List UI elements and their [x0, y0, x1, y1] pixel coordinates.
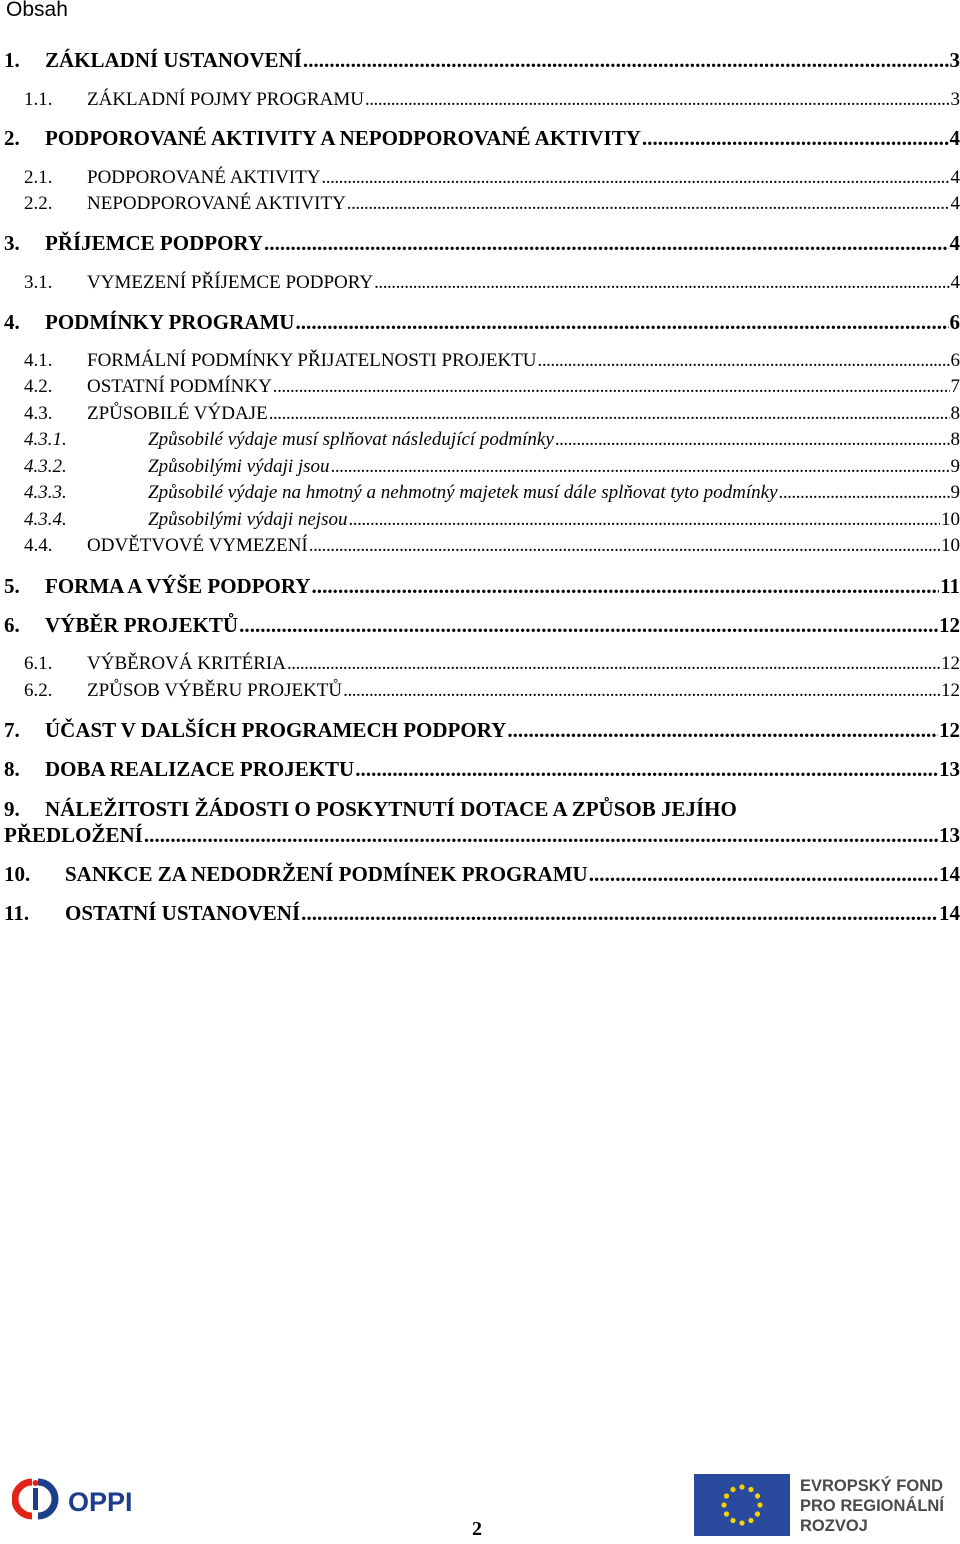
toc-entry-page: 13	[939, 823, 960, 847]
dot-leader	[348, 509, 940, 531]
toc-entry-title: VYMEZENÍ PŘÍJEMCE PODPORY	[87, 272, 374, 293]
toc-entry-number: 6.2.	[24, 680, 53, 701]
page-number: 2	[472, 1518, 482, 1540]
toc-entry-number: 6.1.	[24, 653, 53, 674]
toc-entry-page: 10	[941, 509, 960, 530]
toc-entry[interactable]	[0, 403, 960, 425]
toc-entry[interactable]	[0, 89, 960, 111]
toc-entry-page: 4	[949, 231, 960, 255]
eu-logo-line-1: EVROPSKÝ FOND	[800, 1477, 944, 1495]
eu-fund-logo	[694, 1474, 956, 1536]
toc-entry-page: 9	[950, 482, 960, 503]
toc-entry-page: 11	[940, 574, 960, 598]
toc-entry-number: 4.1.	[24, 350, 53, 371]
toc-entry-title: FORMÁLNÍ PODMÍNKY PŘIJATELNOSTI PROJEKTU	[87, 350, 537, 371]
toc-entry-page: 12	[939, 613, 960, 637]
toc-entry-number: 2.1.	[24, 167, 53, 188]
dot-leader	[507, 718, 938, 743]
dot-leader	[269, 403, 950, 425]
toc-entry[interactable]	[0, 350, 960, 372]
toc-entry-title: PODPOROVANÉ AKTIVITY A NEPODPOROVANÉ AKTIVITY	[45, 126, 641, 150]
toc-entry-page: 8	[950, 429, 960, 450]
toc-entry[interactable]	[0, 613, 960, 638]
toc-entry-page: 3	[949, 48, 960, 72]
dot-leader	[347, 193, 950, 215]
toc-entry-title: Způsobilé výdaje musí splňovat následující podmínky	[148, 429, 554, 450]
toc-entry-number: 2.	[4, 126, 20, 150]
toc-entry[interactable]	[0, 653, 960, 675]
toc-entry-page: 4	[949, 126, 960, 150]
toc-entry-number: 4.3.1.	[24, 429, 67, 450]
toc-entry-page: 14	[939, 901, 960, 925]
dot-leader	[374, 272, 949, 294]
toc-entry[interactable]	[0, 718, 960, 743]
toc-entry-page: 4	[950, 272, 960, 293]
toc-entry-title: Způsobilé výdaje na hmotný a nehmotný majetek musí dále splňovat tyto podmínky	[148, 482, 778, 503]
toc-entry-page: 4	[950, 167, 960, 188]
toc-entry-number: 3.1.	[24, 272, 53, 293]
toc-entry-title: PODPOROVANÉ AKTIVITY	[87, 167, 321, 188]
toc-entry[interactable]	[0, 376, 960, 398]
toc-entry[interactable]	[0, 167, 960, 189]
toc-entry-title: Způsobilými výdaji jsou	[148, 456, 330, 477]
dot-leader	[311, 574, 939, 599]
toc-entry-page: 7	[950, 376, 960, 397]
oppi-logo	[12, 1478, 162, 1520]
toc-entry-number: 11.	[4, 901, 30, 925]
toc-entry[interactable]	[0, 456, 960, 478]
toc-entry-page: 12	[939, 718, 960, 742]
toc-entry-page: 3	[950, 89, 960, 110]
toc-entry[interactable]	[0, 310, 960, 335]
toc-entry-title: NÁLEŽITOSTI ŽÁDOSTI O POSKYTNUTÍ DOTACE A ZPŮSOB JEJÍHO	[45, 797, 737, 821]
toc-entry-number: 3.	[4, 231, 20, 255]
toc-entry-continuation[interactable]	[0, 823, 960, 848]
toc-entry-number: 6.	[4, 613, 20, 637]
toc-entry[interactable]	[0, 862, 960, 887]
toc-entry-number: 1.	[4, 48, 20, 72]
dot-leader	[555, 429, 950, 451]
eu-logo-line-3: ROZVOJ	[800, 1517, 868, 1535]
toc-entry[interactable]	[0, 535, 960, 557]
dot-leader	[303, 48, 949, 73]
toc-entry-title: VÝBĚR PROJEKTŮ	[45, 613, 239, 637]
toc-entry-title: NEPODPOROVANÉ AKTIVITY	[87, 193, 346, 214]
toc-entry-title: ZPŮSOBILÉ VÝDAJE	[87, 403, 268, 424]
dot-leader	[642, 126, 949, 151]
toc-entry[interactable]	[0, 509, 960, 531]
toc-entry-number: 9.	[4, 797, 20, 821]
toc-entry-title: OSTATNÍ PODMÍNKY	[87, 376, 272, 397]
dot-leader	[779, 482, 950, 504]
toc-entry-title: Způsobilými výdaji nejsou	[148, 509, 348, 530]
toc-entry-page: 12	[941, 653, 960, 674]
toc-entry[interactable]	[0, 482, 960, 504]
oppi-logo-text: OPPI	[68, 1487, 133, 1517]
toc-entry-first-line[interactable]	[0, 797, 960, 822]
toc-entry-number: 4.3.3.	[24, 482, 67, 503]
toc-entry-page: 12	[941, 680, 960, 701]
dot-leader	[343, 680, 940, 702]
toc-entry[interactable]	[0, 901, 960, 926]
dot-leader	[321, 167, 949, 189]
toc-entry-title: ODVĚTVOVÉ VYMEZENÍ	[87, 535, 308, 556]
oppi-logo-mark	[12, 1478, 162, 1520]
toc-entry-title: VÝBĚROVÁ KRITÉRIA	[87, 653, 286, 674]
toc-entry-number: 4.4.	[24, 535, 53, 556]
toc-entry-title: PŘÍJEMCE PODPORY	[45, 231, 263, 255]
toc-entry[interactable]	[0, 272, 960, 294]
toc-entry-number: 7.	[4, 718, 20, 742]
toc-entry[interactable]	[0, 680, 960, 702]
dot-leader	[355, 757, 938, 782]
toc-entry-number: 2.2.	[24, 193, 53, 214]
dot-leader	[264, 231, 949, 256]
toc-entry-number: 5.	[4, 574, 20, 598]
dot-leader	[589, 862, 938, 887]
toc-entry-page: 13	[939, 757, 960, 781]
toc-entry-number: 10.	[4, 862, 31, 886]
toc-entry[interactable]	[0, 574, 960, 599]
toc-entry-page: 14	[939, 862, 960, 886]
toc-entry-number: 8.	[4, 757, 20, 781]
toc-entry-title: DOBA REALIZACE PROJEKTU	[45, 757, 355, 781]
toc-entry-number: 4.3.2.	[24, 456, 67, 477]
toc-entry[interactable]	[0, 231, 960, 256]
toc-entry-number: 1.1.	[24, 89, 53, 110]
toc-entry-title: ÚČAST V DALŠÍCH PROGRAMECH PODPORY	[45, 718, 507, 742]
toc-entry-number: 4.2.	[24, 376, 53, 397]
toc-entry[interactable]	[0, 48, 960, 73]
toc-entry-title: PODMÍNKY PROGRAMU	[45, 310, 295, 334]
toc-entry-title: FORMA A VÝŠE PODPORY	[45, 574, 311, 598]
toc-entry[interactable]	[0, 757, 960, 782]
toc-entry[interactable]	[0, 193, 960, 215]
eu-logo-line-2: PRO REGIONÁLNÍ	[800, 1497, 944, 1515]
toc-entry-title: ZÁKLADNÍ POJMY PROGRAMU	[87, 89, 364, 110]
eu-flag-icon	[694, 1474, 956, 1536]
dot-leader	[144, 823, 938, 848]
dot-leader	[287, 653, 940, 675]
toc-entry-page: 10	[941, 535, 960, 556]
toc-entry-title: OSTATNÍ USTANOVENÍ	[65, 901, 301, 925]
toc-entry-number: 4.	[4, 310, 20, 334]
toc-entry-page: 6	[949, 310, 960, 334]
dot-leader	[331, 456, 950, 478]
toc-entry-number: 4.3.4.	[24, 509, 67, 530]
dot-leader	[538, 350, 950, 372]
toc-entry-title: SANKCE ZA NEDODRŽENÍ PODMÍNEK PROGRAMU	[65, 862, 588, 886]
toc-entry-title-continuation: PŘEDLOŽENÍ	[4, 823, 143, 847]
toc-heading: Obsah	[6, 0, 68, 21]
dot-leader	[239, 613, 938, 638]
dot-leader	[273, 376, 950, 398]
toc-entry-title: ZÁKLADNÍ USTANOVENÍ	[45, 48, 302, 72]
toc-entry-page: 4	[950, 193, 960, 214]
toc-entry-title: ZPŮSOB VÝBĚRU PROJEKTŮ	[87, 680, 343, 701]
toc-entry-page: 6	[950, 350, 960, 371]
dot-leader	[309, 535, 940, 557]
toc-entry-page: 9	[950, 456, 960, 477]
toc-entry[interactable]	[0, 429, 960, 451]
dot-leader	[295, 310, 948, 335]
dot-leader	[301, 901, 938, 926]
toc-entry-number: 4.3.	[24, 403, 53, 424]
dot-leader	[365, 89, 950, 111]
toc-entry[interactable]	[0, 126, 960, 151]
toc-entry-page: 8	[950, 403, 960, 424]
